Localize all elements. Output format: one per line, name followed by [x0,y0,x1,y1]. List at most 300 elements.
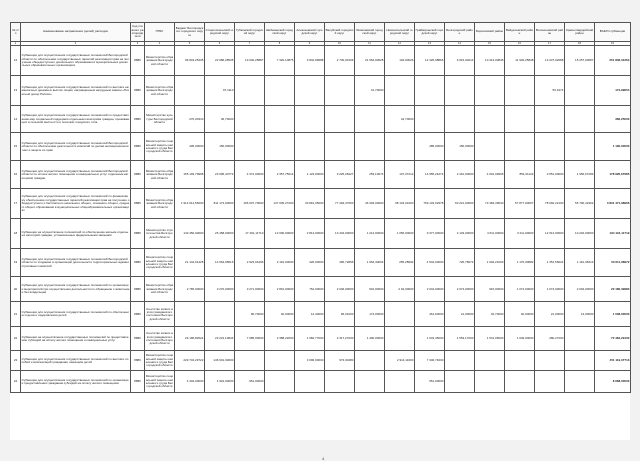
row-total: 178 995,67985 [595,161,631,189]
amount-cell: 44,70000 [385,106,415,133]
amount-cell [535,371,565,393]
amount-cell: 1 214,00000 [355,219,385,249]
amount-cell: 2 410,00000 [445,161,475,189]
amount-cell: 38 143,01000 [385,189,415,219]
amount-cell [475,133,505,161]
column-number: 15 [475,42,505,46]
amount-cell [385,133,415,161]
amount-cell: 46,70000 [205,106,235,133]
amount-cell: 1 602,21000 [475,249,505,277]
row-description: Субвенции для осуществления государственных полномочий по предоставлению мер социальной поддержки отдельным категориям граждан, проживающих в сельской местности и поселках городского типа [21,106,131,133]
row-grbs: Министерство социальной защиты населения и труда Белгородской области [145,351,175,371]
amount-cell [355,371,385,393]
column-header: Бюджет Белгородского городского округа [175,23,205,42]
amount-cell: 14 064,08015 [205,249,235,277]
row-code: 8886 [131,46,145,76]
amount-cell: 7 346,74000 [415,351,445,371]
amount-cell: 2 923,04496 [235,249,265,277]
row-number: 20 [11,277,21,302]
amount-cell: 23 231,10844 [205,327,235,351]
amount-cell: 57 877,00007 [505,189,535,219]
row-total: 451 119,37713 [595,351,631,371]
column-number: 19 [595,42,631,46]
amount-cell: 901,00000 [355,277,385,302]
amount-cell [175,302,205,327]
table-row [11,249,631,277]
row-description: Субвенции для осуществления государственных полномочий по организации предоставления гражданам субсидий на оплату жилого помещения [21,371,131,393]
amount-cell: 14 955,24274 [415,161,445,189]
amount-cell: 10 204,00000 [565,219,595,249]
row-number: 19 [11,249,21,277]
column-number: 1 [11,42,21,46]
row-description: Субвенции для осуществления государственных полномочий по финансовому обеспечению государственных гарантий реализации прав на получение общедоступного и бесплатного начального общего, основного общего, среднего общего образования в муниципальных общеобразовательных организациях [21,189,131,219]
amount-cell: 1 643,45000 [415,327,445,351]
amount-cell [355,106,385,133]
amount-cell: 21,00000 [535,302,565,327]
amount-cell [265,351,295,371]
row-code: 8886 [131,189,145,219]
row-number: 18 [11,219,21,249]
row-grbs: Министерство строительства Белгородской области [145,219,175,249]
amount-cell [235,106,265,133]
amount-cell [325,371,355,393]
amount-cell: 14 326,08866 [415,46,445,76]
page-number: 4 [322,456,325,461]
column-number: 18 [565,42,595,46]
amount-cell: 1 541,05000 [475,327,505,351]
amount-cell: 764,00000 [295,277,325,302]
table-row [11,189,631,219]
amount-cell [235,351,265,371]
amount-cell [445,351,475,371]
row-code: 8886 [131,351,145,371]
column-header: Грайворонский городской округ [415,23,445,42]
amount-cell: 147 045,27200 [265,189,295,219]
column-header: Код главного распорядителя [131,23,145,42]
column-number: 16 [505,42,535,46]
column-header: ВСЕГО субвенции [595,23,631,42]
column-number: 11 [355,42,385,46]
row-total: 1 190,00000 [595,133,631,161]
amount-cell: 40,00000 [265,302,295,327]
amount-cell: 2 191,00000 [265,249,295,277]
amount-cell: 3 271,00000 [235,277,265,302]
amount-cell [565,371,595,393]
amount-cell: 6 615,00214 [445,46,475,76]
amount-cell: 4 611,00000 [475,219,505,249]
amount-cell: 56,1974 [535,76,565,106]
column-header: Белгородский район [445,23,475,42]
row-number: 23 [11,351,21,371]
table-row [11,302,631,327]
amount-cell: 1 490,00000 [355,327,385,351]
row-code: 8886 [131,302,145,327]
amount-cell: 33 810,35000 [295,189,325,219]
row-code: 8886 [131,249,145,277]
amount-cell: 2 914,11000 [385,351,415,371]
row-description: Субвенции для осуществления государственных полномочий по выплате ежемесячных денежных выплат лицам, награжденным нагрудным знаком «Почетный донор России» [21,76,131,106]
amount-cell: 12,40000 [295,302,325,327]
amount-cell: 12 012,00000 [535,219,565,249]
amount-cell: 97,1110 [205,76,235,106]
amount-cell: 1 664,40064 [355,249,385,277]
amount-cell: 96,01000 [325,302,355,327]
document-sheet [10,22,630,461]
row-code: 8886 [131,133,145,161]
amount-cell: 2 388,22000 [265,327,295,351]
amount-cell [415,76,445,106]
amount-cell: 2 133,00000 [445,219,475,249]
amount-cell: 15 257,00087 [565,46,595,76]
column-number: 4 [145,42,175,46]
amount-cell: 1 982,77000 [295,327,325,351]
row-grbs: Министерство образования Белгородской области [145,277,175,302]
amount-cell: 13 237,02688 [535,46,565,76]
amount-cell: 3 842,99988 [295,46,325,76]
amount-cell [265,76,295,106]
amount-cell: 326,00000 [295,249,325,277]
column-number: 13 [415,42,445,46]
amount-cell: 1 956,67283 [565,161,595,189]
table-row [11,351,631,371]
amount-cell [445,106,475,133]
row-grbs: Агентство записи актов гражданского состояния Белгородской области [145,302,175,327]
amount-cell: 255,28992 [385,249,415,277]
amount-cell: 2 801,00000 [265,277,295,302]
amount-cell [325,76,355,106]
column-number: 9 [295,42,325,46]
column-header: Губкинский городской округ [235,23,265,42]
subsidy-table [10,22,631,393]
column-number: 3 [131,42,145,46]
row-grbs: Министерство социальной защиты населения и труда Белгородской области [145,371,175,393]
amount-cell: 21,00000 [445,302,475,327]
table-row [11,219,631,249]
amount-cell [535,133,565,161]
amount-cell [475,106,505,133]
row-number: 22 [11,327,21,351]
amount-cell [385,302,415,327]
row-number: 14 [11,106,21,133]
amount-cell [475,76,505,106]
column-header: Вейделевский район [505,23,535,42]
amount-cell: 3 211,00000 [505,219,535,249]
amount-cell: 2 004,00000 [565,277,595,302]
column-header: Алексеевский городской округ [295,23,325,42]
amount-cell [355,133,385,161]
table-row [11,371,631,393]
amount-cell: 23 005,40772 [205,161,235,189]
row-description: Субвенции для осуществления государственных полномочий по организации мероприятий при осуществлении деятельности по обращению с животными без владельцев [21,277,131,302]
amount-cell: 3 651,00000 [535,161,565,189]
row-description: Субвенции для осуществления государственных полномочий Белгородской области по созданию и организации деятельности территориальных административных комиссий [21,249,131,277]
amount-cell: 21 664,00028 [355,46,385,76]
amount-cell: 60 221,00000 [445,189,475,219]
column-header: Старооскольский городской округ [205,23,235,42]
amount-cell: 485,00000 [415,133,445,161]
amount-cell: 73 484,39540 [475,189,505,219]
amount-cell [535,106,565,133]
table-row [11,106,631,133]
amount-cell: 4 404,00000 [175,371,205,393]
amount-cell: 951,00000 [235,371,265,393]
amount-cell: 280,27200 [535,327,565,351]
row-grbs: Агентство записи актов гражданского состояния Белгородской области [145,327,175,351]
amount-cell: 915,00000 [475,277,505,302]
row-grbs: Министерство социальной защиты населения и труда Белгородской области [145,249,175,277]
amount-cell: 137,07212 [385,161,415,189]
row-description: Субвенции на осуществление государственных полномочий по предоставлению субсидий на оплату жилого помещения и коммунальных услуг [21,327,131,351]
row-total: 20 180,39980 [595,277,631,302]
column-number: 14 [445,42,475,46]
amount-cell: 496,72895 [325,249,355,277]
row-total: 1 008,00000 [595,302,631,327]
row-number: 17 [11,189,21,219]
row-number: 15 [11,133,21,161]
amount-cell: 2 044,00000 [415,277,445,302]
amount-cell: 9 377,00000 [415,219,445,249]
amount-cell: 143 450,00000 [175,219,205,249]
amount-cell: 13 040,25887 [235,46,265,76]
column-header: Валуйский городской округ [325,23,355,42]
table-row [11,161,631,189]
amount-cell: 96,70000 [235,302,265,327]
row-code: 8886 [131,371,145,393]
column-number: 6 [205,42,235,46]
column-header: Яковлевский городской округ [355,23,385,42]
row-description: Субвенции для осуществления государственных полномочий Белгородской области по обеспечению деятельности комиссий по делам несовершеннолетних и защите их прав [21,133,131,161]
amount-cell [235,76,265,106]
table-row [11,76,631,106]
amount-cell [505,133,535,161]
row-description: Субвенции для осуществления государственных полномочий по выплате пособий и компенсаций гражданам, имеющим детей [21,351,131,371]
amount-cell: 41,70000 [355,76,385,106]
row-total: 251 836,31264 [595,46,631,76]
amount-cell: 1 161,38413 [565,249,595,277]
column-header: Наименование направления (целей) расходов [21,23,131,42]
amount-cell: 78 092,22100 [535,189,565,219]
amount-cell: 229 734,29722 [175,351,205,371]
amount-cell [175,76,205,106]
amount-cell: 12 000,00000 [265,219,295,249]
amount-cell: 276,00310 [175,106,205,133]
header-row [11,23,631,42]
amount-cell: 104,00026 [385,46,415,76]
amount-cell: 46 303,00000 [355,189,385,219]
row-grbs: Министерство образования Белгородской области [145,76,175,106]
column-header: Красногвардейский район [565,23,595,42]
row-code: 8886 [131,106,145,133]
row-grbs: Министерство социальной защиты населения и труда Белгородской области [145,133,175,161]
row-grbs: Министерство культуры Белгородской области [145,106,175,133]
amount-cell: 11 902,25848 [505,46,535,76]
amount-cell: 253,10074 [355,161,385,189]
column-header: ГРБС [145,23,175,42]
row-total: 53 611,08972 [595,249,631,277]
amount-cell: 150,00000 [205,133,235,161]
amount-cell [565,327,595,351]
amount-cell [415,106,445,133]
row-total: 382,25000 [595,106,631,133]
amount-cell: 7 685,00000 [235,327,265,351]
amount-cell [565,133,595,161]
amount-cell: 2 074,00000 [445,277,475,302]
amount-cell: 1 914 614,56000 [175,189,205,219]
amount-cell [475,371,505,393]
amount-cell: 405,00000 [175,133,205,161]
amount-cell: 26 458,00000 [205,219,235,249]
table-header [11,23,631,46]
column-number: 5 [175,42,205,46]
table-row [11,133,631,161]
amount-cell: 769 133,02978 [415,189,445,219]
amount-cell: 1 056,00000 [385,219,415,249]
amount-cell [385,76,415,106]
amount-cell [265,371,295,393]
amount-cell [235,133,265,161]
amount-cell [295,76,325,106]
table-row [11,327,631,351]
amount-cell: 854,31132 [505,161,535,189]
amount-cell: 77 494,37000 [325,189,355,219]
amount-cell [385,327,415,351]
amount-cell: 2 765,00000 [175,277,205,302]
row-description: Субвенции для осуществления государственных полномочий по обеспечению отдыха и оздоровления детей [21,302,131,327]
column-number: 12 [385,42,415,46]
amount-cell: 4 544,00000 [415,249,445,277]
amount-cell: 2 814,00000 [295,219,325,249]
amount-cell: 17 491,11719 [235,219,265,249]
amount-cell: 174,00000 [355,302,385,327]
row-total: 3 831 471,38906 [595,189,631,219]
column-header: Борисовский район [475,23,505,42]
amount-cell: 22 086,28535 [205,46,235,76]
amount-cell: 56 790,42302 [565,189,595,219]
column-number: 2 [21,42,131,46]
amount-cell: 1 176,00882 [505,249,535,277]
amount-cell: 21 144,61428 [175,249,205,277]
amount-cell: 461,60000 [415,302,445,327]
amount-cell: 7 320,10876 [265,46,295,76]
row-code: 8886 [131,219,145,249]
row-number: 21 [11,302,21,327]
amount-cell: 166 037,70000 [235,189,265,219]
row-code: 8886 [131,161,145,189]
amount-cell: 726,78672 [445,249,475,277]
row-total: 194 191,11719 [595,219,631,249]
amount-cell [205,302,235,327]
amount-cell: 1 123,00000 [295,161,325,189]
amount-cell [565,351,595,371]
amount-cell: 4 372,00000 [235,161,265,189]
amount-cell: 40,00000 [505,302,535,327]
row-description: Субвенции для осуществления государственных полномочий Белгородской области по оплате жилого помещения и коммунальных услуг отдельным категориям граждан [21,161,131,189]
column-number: 10 [325,42,355,46]
row-description: Субвенции для осуществления государственных полномочий Белгородской области по обеспечению государственных гарантий реализации прав на получение общедоступного дошкольного образования в муниципальных дошкольных образовательных организациях [21,46,131,76]
column-header: Волоконовский район [535,23,565,42]
amount-cell: 3 225,28427 [325,161,355,189]
amount-cell: 26 190,82524 [175,327,205,351]
column-header: Новооскольский городской округ [385,23,415,42]
amount-cell [565,76,595,106]
column-number: 7 [235,42,265,46]
amount-cell [535,351,565,371]
row-grbs: Министерство образования Белгородской области [145,46,175,76]
amount-cell [505,106,535,133]
amount-cell: 155 103,79998 [175,161,205,189]
amount-cell [475,351,505,371]
amount-cell [325,106,355,133]
amount-cell [265,133,295,161]
table-row [11,46,631,76]
column-header: Шебекинский городской округ [265,23,295,42]
amount-cell: 2 317,27000 [325,327,355,351]
amount-cell: 96 843,25435 [175,46,205,76]
amount-cell: 2 046,00000 [325,277,355,302]
amount-cell [265,106,295,133]
table-body [11,46,631,393]
amount-cell: 3 270,00000 [205,277,235,302]
amount-cell: 10 413,00845 [475,46,505,76]
row-grbs: Министерство образования Белгородской области [145,189,175,219]
amount-cell: 2 04,00000 [385,277,415,302]
amount-cell [445,76,475,106]
row-number: 13 [11,76,21,106]
row-code: 8886 [131,277,145,302]
table-row [11,277,631,302]
amount-cell [445,371,475,393]
row-grbs: Министерство образования Белгородской области [145,161,175,189]
amount-cell: 150,00000 [445,133,475,161]
amount-cell: 1 074,00000 [505,277,535,302]
amount-cell: 1 553,17000 [445,327,475,351]
amount-cell [505,76,535,106]
amount-cell [505,371,535,393]
column-number: 17 [535,42,565,46]
amount-cell: 2 730,00166 [325,46,355,76]
amount-cell [505,351,535,371]
amount-cell: 811 173,00000 [205,189,235,219]
row-total: 174,99654 [595,76,631,106]
amount-cell: 4 091,09906 [475,161,505,189]
amount-cell: 146 601,00000 [205,351,235,371]
column-number: 8 [265,42,295,46]
amount-cell [325,133,355,161]
row-number: 16 [11,161,21,189]
amount-cell: 13 434,00000 [325,219,355,249]
amount-cell: 1 074,00000 [535,277,565,302]
row-number: 24 [11,371,21,393]
amount-cell: 13,00000 [565,302,595,327]
amount-cell: 1 922,00000 [205,371,235,393]
amount-cell: 3 096,00000 [295,351,325,371]
amount-cell [295,106,325,133]
amount-cell: 1 049,00000 [505,327,535,351]
amount-cell: 32,70000 [475,302,505,327]
row-description: Субвенции на осуществление полномочий по обеспечению жильем отдельных категорий граждан, установленных федеральными законами [21,219,131,249]
amount-cell: 2 357,75614 [265,161,295,189]
row-total: 8 668,00000 [595,371,631,393]
row-number: 12 [11,46,21,76]
row-code: 8886 [131,327,145,351]
amount-cell [385,371,415,393]
amount-cell [565,106,595,133]
amount-cell [355,351,385,371]
amount-cell: 1 351,56624 [535,249,565,277]
amount-cell: 951,00000 [415,371,445,393]
amount-cell [295,371,325,393]
amount-cell: 973,00480 [325,351,355,371]
